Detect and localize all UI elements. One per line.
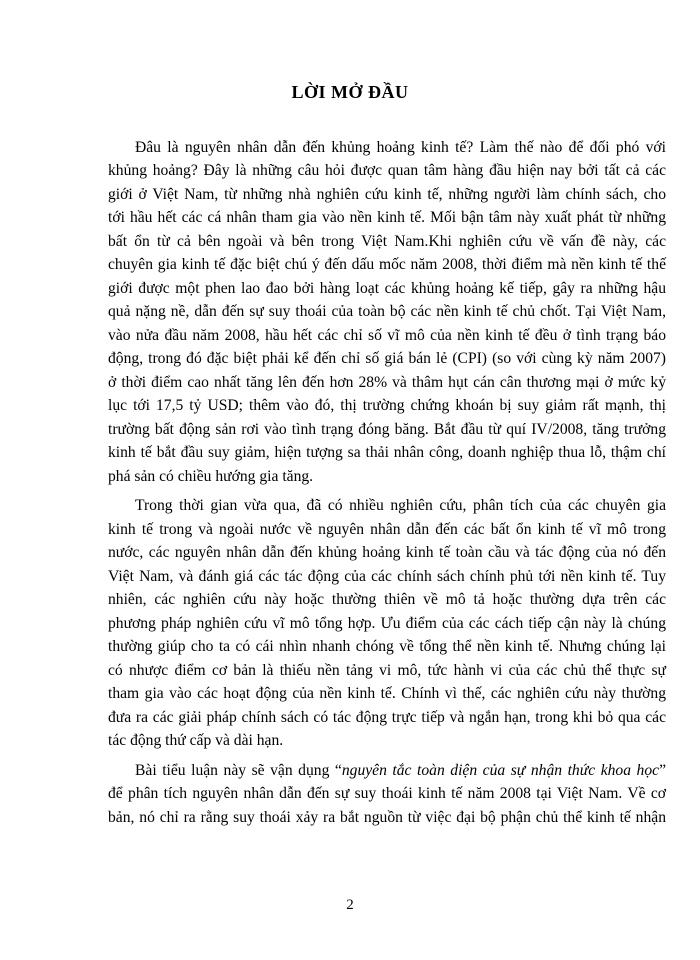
text-line: kinh tế trong và ngoài nước về nguyên nhân dẫn đến các bất ổn kinh tế vĩ mô trong — [108, 521, 666, 538]
text-line: khủng hoảng? Đây là những câu hỏi được quan tâm hàng đầu hiện nay bởi tất cả các — [108, 162, 666, 179]
text-line: giới được một phen lao đao bởi hàng loạt các khủng hoảng kế tiếp, gây ra những hậu — [108, 280, 666, 297]
text-line: kinh tế bắt đầu suy giảm, hiện tượng sa thải nhân công, doanh nghiệp thua lỗ, thậm chí — [108, 444, 666, 461]
text-line: để phân tích nguyên nhân dẫn đến sự suy thoái kinh tế năm 2008 tại Việt Nam. Về cơ — [108, 785, 666, 802]
text-segment: Bài tiểu luận này sẽ vận dụng “ — [135, 762, 342, 779]
text-line: đưa ra các giải pháp chính sách có tác động trực tiếp và ngắn hạn, trong khi bỏ qua các — [108, 709, 666, 726]
text-segment: ” — [659, 762, 666, 779]
text-line: tham gia vào các hoạt động của nền kinh tế. Chính vì thế, các nghiên cứu này thường — [108, 685, 666, 702]
text-line: phá sản có chiều hướng gia tăng. — [108, 468, 314, 485]
text-line: tới hầu hết các cá nhân tham gia vào nền kinh tế. Mối bận tâm này xuất phát từ những — [108, 209, 666, 226]
emphasized-phrase: nguyên tắc toàn diện của sự nhận thức khoa học — [341, 762, 660, 779]
text-line: giới ở Việt Nam, từ những nhà nghiên cứu kinh tế, những người làm chính sách, cho — [108, 186, 666, 203]
text-line: Trong thời gian vừa qua, đã có nhiều nghiên cứu, phân tích của các chuyên gia — [135, 497, 666, 514]
text-line: động, trong đó đặc biệt phải kể đến chỉ số giá bán lẻ (CPI) (so với cùng kỳ năm 2007) — [108, 350, 666, 367]
text-line: chuyên gia kinh tế đặc biệt chú ý đến dấu mốc năm 2008, thời điểm mà nền kinh tế thế — [108, 256, 666, 273]
text-line: phương pháp nghiên cứu vĩ mô tổng hợp. Ưu điểm của các cách tiếp cận này là chúng — [108, 615, 666, 632]
text-line: Đâu là nguyên nhân dẫn đến khủng hoảng kinh tế? Làm thế nào để đối phó với — [135, 139, 666, 156]
text-line: tác động thứ cấp và dài hạn. — [108, 732, 284, 749]
text-line: lục tới 17,5 tỷ USD; thêm vào đó, thị trường chứng khoán bị suy giảm rất mạnh, thị — [108, 397, 666, 414]
text-line: thường giúp cho ta có cái nhìn nhanh chóng về tổng thể nền kinh tế. Nhưng chúng lại — [108, 638, 666, 655]
text-line: vào nửa đầu năm 2008, hầu hết các chỉ số vĩ mô của nền kinh tế đều ở tình trạng báo — [108, 327, 666, 344]
text-line-with-emphasis — [135, 760, 666, 782]
text-line: có nhược điểm cơ bản là thiếu nền tảng vi mô, tức hành vi của các chủ thể thực sự — [108, 662, 666, 679]
text-line: Việt Nam, và đánh giá các tác động của các chính sách chính phủ tới nền kinh tế. Tuy — [108, 568, 666, 585]
text-line: quả nặng nề, dẫn đến sự suy thoái của toàn bộ các nền kinh tế chủ chốt. Tại Việt Nam, — [108, 303, 666, 320]
text-line: nhiên, các nghiên cứu này hoặc thường thiên về mô tả hoặc thường dựa trên các — [108, 591, 666, 608]
text-line: trường bất động sản rơi vào tình trạng đóng băng. Bắt đầu từ quí IV/2008, tăng trưởng — [108, 421, 666, 438]
text-line: bản, nó chỉ ra rằng suy thoái xảy ra bắt nguồn từ việc đại bộ phận chủ thể kinh tế nhận — [108, 809, 666, 826]
page-title: LỜI MỞ ĐẦU — [291, 82, 409, 102]
page-number: 2 — [346, 897, 354, 913]
text-line: ở thời điểm cao nhất tăng lên đến hơn 28% và thâm hụt cán cân thương mại ở mức kỷ — [108, 374, 666, 391]
text-line: nước, các nguyên nhân dẫn đến khủng hoảng kinh tế toàn cầu và tác động của nó đến — [108, 544, 666, 561]
text-line: bất ổn từ cả bên ngoài và bên trong Việt Nam.Khi nghiên cứu về vấn đề này, các — [108, 233, 666, 250]
